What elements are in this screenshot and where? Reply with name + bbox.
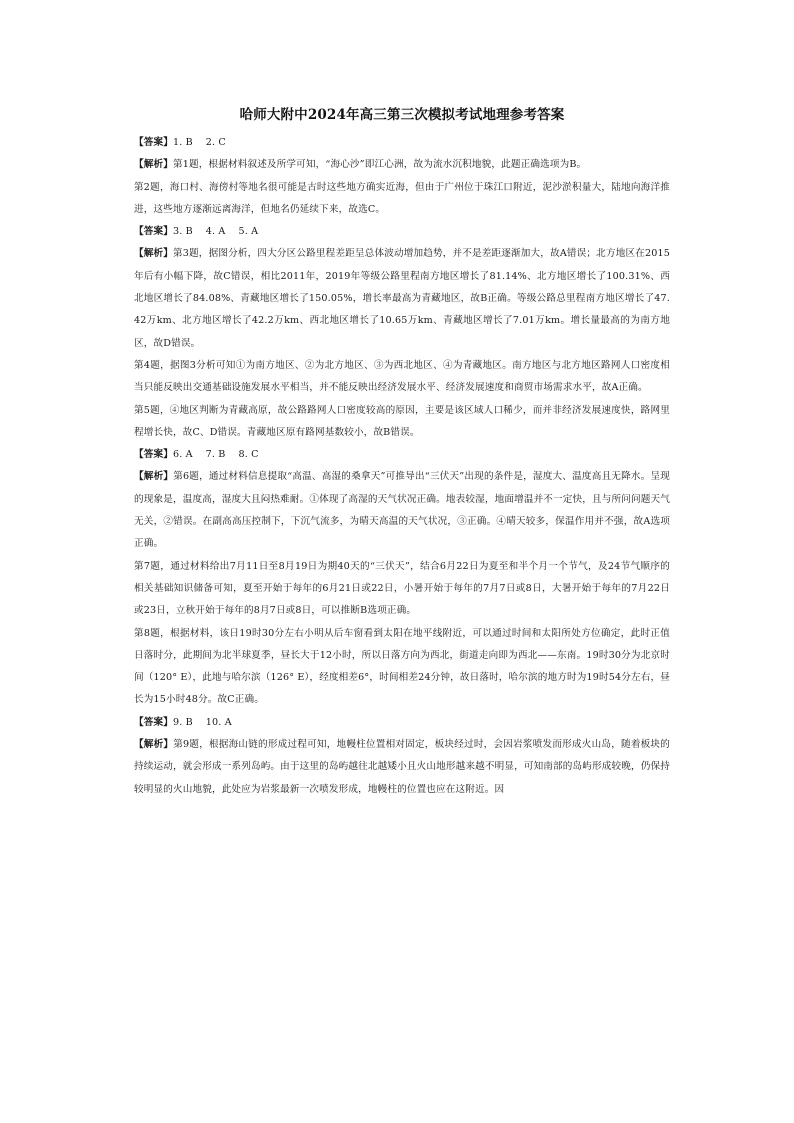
answer-text: 3. B 4. A 5. A — [172, 226, 259, 238]
document-title: 哈师大附中2024年高三第三次模拟考试地理参考答案 — [239, 107, 565, 123]
analysis-q7 — [134, 556, 670, 623]
analysis-q8 — [134, 623, 670, 712]
analysis-q5 — [134, 400, 670, 445]
answer-line-6-8 — [134, 444, 670, 466]
analysis-text: 第9题，根据海山链的形成过程可知，地幔柱位置相对固定，板块经过时，会因岩浆喷发而形成火山岛，随着板块的持续运动，就会形成一系列岛屿。由于这里的岛屿越往北越矮小且火山地形越来越不明显，可知南部的岛屿形成较晚，仍保持较明显的火山地貌，此处应为岩浆最新一次喷发形成，地幔柱的位置也应在这附近。因 — [134, 739, 670, 795]
analysis-tag: 【解析】 — [134, 471, 174, 483]
analysis-text: 第1题，根据材料叙述及所学可知，“海心沙”即江心洲，故为流水沉积地貌，此题正确选项为B。 — [172, 159, 587, 171]
analysis-text: 第6题，通过材料信息提取“高温、高湿的桑拿天”可推导出“三伏天”出现的条件是，湿度大、温度高且无降水。呈现的现象是，温度高，湿度大且闷热难耐。①体现了高湿的天气状况正确。地表较湿，地面增温并不一定快，且与所问问题天气无关，②错误。在副高高压控制下，下沉气流多，为晴天高温的天气状况，③正确。④晴天较多，保温作用并不强，故A选项正确。 — [134, 471, 670, 550]
analysis-q9 — [134, 734, 670, 801]
answer-tag: 【答案】 — [134, 716, 173, 728]
analysis-q2 — [134, 177, 670, 222]
analysis-text: 第4题，据图3分析可知①为南方地区、②为北方地区、③为西北地区、④为青藏地区。南方地区与北方地区路网人口密度相当只能反映出交通基础设施发展水平相当，并不能反映出经济发展水平、经济发展速度和商贸市场需求水平，故A正确。 — [134, 359, 670, 394]
analysis-tag: 【解析】 — [134, 248, 174, 260]
answer-line-1-2 — [134, 132, 670, 154]
analysis-text: 第7题，通过材料给出7月11日至8月19日为期40天的“三伏天”，结合6月22日为夏至和半个月一个节气，及24节气顺序的相关基础知识储备可知，夏至开始于每年的6月21日或22日，小暑开始于每年的7月7日或8日，大暑开始于每年的7月22日或23日，立秋开始于每年的8月7日或8日，可以推断B选项正确。 — [134, 560, 670, 617]
analysis-q4 — [134, 355, 670, 400]
analysis-q1 — [134, 154, 670, 176]
analysis-tag: 【解析】 — [134, 739, 174, 751]
analysis-text: 第5题，④地区判断为青藏高原，故公路路网人口密度较高的原因，主要是该区域人口稀少，而并非经济发展速度快，路网里程增长快，故C、D错误。青藏地区原有路网基数较小，故B错误。 — [134, 404, 670, 438]
answer-tag: 【答案】 — [134, 449, 173, 461]
answer-text: 1. B 2. C — [172, 137, 226, 148]
answer-line-3-5 — [134, 221, 670, 243]
answer-tag: 【答案】 — [134, 137, 173, 148]
answer-text: 6. A 7. B 8. C — [172, 449, 259, 461]
analysis-text: 第2题，海口村、海傍村等地名很可能是古时这些地方确实近海，但由于广州位于珠江口附近，泥沙淤积量大，陆地向海洋推进，这些地方逐渐远离海洋，但地名仍延续下来，故选C。 — [134, 181, 670, 215]
analysis-text: 第3题，据图分析，四大分区公路里程差距呈总体波动增加趋势，并不是差距逐渐加大，故A错误；北方地区在2015年后有小幅下降，故C错误，相比2011年，2019年等级公路里程南方地区增长了81.14%、北方地区增长了100.31%、西北地区增长了84.08%、青藏地区增长了150.05%，增长率最高为青藏地区，故B正确。等级公路总里程南方地区增长了47.42万km、北方地区增长了42.2万km、西北地区增长了10.65万km、青藏地区增长了7.01万km。增长量最高的为南方地区，故D错误。 — [134, 248, 670, 349]
analysis-q6 — [134, 466, 670, 555]
analysis-q3 — [134, 243, 670, 354]
analysis-text: 第8题，根据材料，该日19时30分左右小明从后车窗看到太阳在地平线附近，可以通过时间和太阳所处方位确定，此时正值日落时分，此期间为北半球夏季，昼长大于12小时，所以日落方向为西北，街道走向即为西北——东南。19时30分为北京时间（120° E），此地与哈尔滨（126° E），经度相差6°，时间相差24分钟，故日落时，哈尔滨的地方时为19时54分左右，昼长为15小时48分。故C正确。 — [134, 627, 670, 706]
answer-text: 9. B 10. A — [172, 716, 232, 728]
answer-tag: 【答案】 — [134, 226, 173, 238]
analysis-tag: 【解析】 — [134, 159, 173, 171]
document-body — [134, 104, 670, 801]
answer-line-9-10 — [134, 712, 670, 734]
